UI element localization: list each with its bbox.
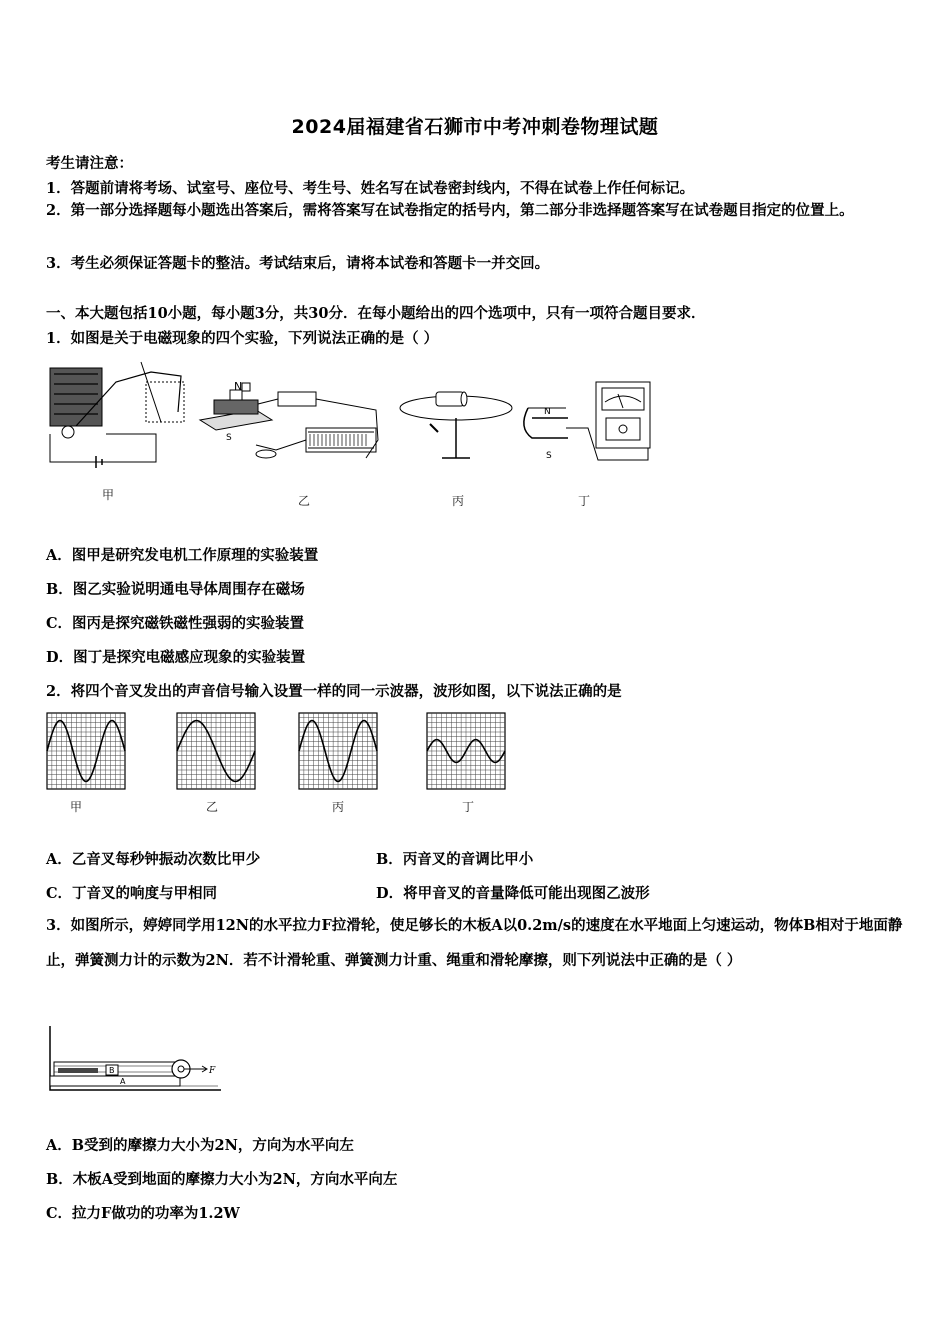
page-title: 2024届福建省石狮市中考冲刺卷物理试题 xyxy=(291,116,659,138)
q2-label-yi: 乙 xyxy=(206,800,219,814)
q3-label-f: F xyxy=(209,1066,216,1076)
q3-option-c: C．拉力F做功的功率为1.2W xyxy=(46,1205,240,1222)
notice-item-2: 2．第一部分选择题每小题选出答案后，需将答案写在试卷指定的括号内，第二部分非选择题答案写在试卷题目指定的位置上。 xyxy=(46,202,854,219)
svg-text:S: S xyxy=(546,451,552,461)
q1-label-bing: 丙 xyxy=(452,494,465,508)
q1-figure-bing xyxy=(398,386,516,471)
q3-option-b: B．木板A受到地面的摩擦力大小为2N，方向水平向左 xyxy=(46,1171,398,1188)
q1-figure-yi xyxy=(196,380,386,485)
q3-label-b: B xyxy=(109,1066,115,1075)
q3-figure xyxy=(46,1026,221,1092)
svg-text:S: S xyxy=(226,433,232,443)
q2-scope-jia xyxy=(46,712,126,790)
q1-figure-ding xyxy=(518,378,658,473)
q2-stem: 2．将四个音叉发出的声音信号输入设置一样的同一示波器，波形如图，以下说法正确的是 xyxy=(46,683,622,700)
q2-scope-bing xyxy=(298,712,378,790)
svg-text:N: N xyxy=(544,407,551,417)
q2-scope-ding xyxy=(426,712,506,790)
q1-label-jia: 甲 xyxy=(102,488,115,502)
q1-label-ding: 丁 xyxy=(578,494,591,508)
q2-label-bing: 丙 xyxy=(332,800,345,814)
q1-option-b: B．图乙实验说明通电导体周围存在磁场 xyxy=(46,581,305,598)
q2-option-c: C．丁音叉的响度与甲相同 xyxy=(46,885,218,902)
notice-item-3: 3．考生必须保证答题卡的整洁。考试结束后，请将本试卷和答题卡一并交回。 xyxy=(46,255,550,272)
q2-label-ding: 丁 xyxy=(462,800,475,814)
q1-option-c: C．图丙是探究磁铁磁性强弱的实验装置 xyxy=(46,615,305,632)
q2-scope-yi xyxy=(176,712,256,790)
svg-text:N: N xyxy=(234,380,243,393)
q2-option-b: B．丙音叉的音调比甲小 xyxy=(376,851,534,868)
q3-label-a: A xyxy=(120,1077,126,1086)
q2-option-a: A．乙音叉每秒钟振动次数比甲少 xyxy=(46,851,261,868)
q3-option-a: A．B受到的摩擦力大小为2N，方向为水平向左 xyxy=(46,1137,354,1154)
notice-item-1: 1．答题前请将考场、试室号、座位号、考生号、姓名写在试卷密封线内，不得在试卷上作任何标记。 xyxy=(46,180,695,197)
q2-label-jia: 甲 xyxy=(70,800,83,814)
q2-option-d: D．将甲音叉的音量降低可能出现图乙波形 xyxy=(376,885,650,902)
q3-stem: 3．如图所示，婷婷同学用12N的水平拉力F拉滑轮，使足够长的木板A以0.2m/s的速度在水平地面上匀速运动，物体B相对于地面静止，弹簧测力计的示数为2N．若不计滑轮重、弹簧测力计重、绳重和滑轮摩擦，则下列说法中正确的是（ ） xyxy=(46,917,903,969)
q1-figure-jia xyxy=(46,362,191,472)
q1-label-yi: 乙 xyxy=(298,494,311,508)
section-heading: 一、本大题包括10小题，每小题3分，共30分．在每小题给出的四个选项中，只有一项符合题目要求． xyxy=(46,305,706,322)
notice-heading: 考生请注意： xyxy=(46,155,133,172)
q1-option-d: D．图丁是探究电磁感应现象的实验装置 xyxy=(46,649,306,666)
q1-option-a: A．图甲是研究发电机工作原理的实验装置 xyxy=(46,547,319,564)
q1-stem: 1．如图是关于电磁现象的四个实验，下列说法正确的是（ ） xyxy=(46,330,439,347)
